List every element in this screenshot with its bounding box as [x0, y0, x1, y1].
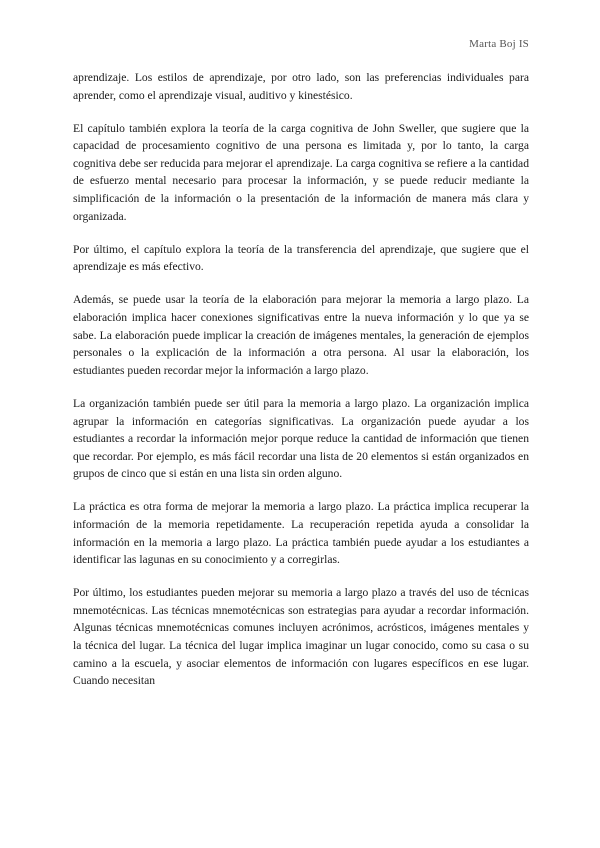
paragraph: La práctica es otra forma de mejorar la memoria a largo plazo. La práctica implica recuperar la información de la memoria repetidamente. La recuperación repetida ayuda a consolidar la información en la memoria a largo plazo. La práctica también puede ayudar a los estudiantes a identificar las lagunas en su conocimiento y a corregirlas.	[73, 500, 529, 567]
paragraph: El capítulo también explora la teoría de la carga cognitiva de John Sweller, que sugiere que la capacidad de procesamiento cognitivo de una persona es limitada y, por lo tanto, la carga cognitiva debe ser reducida para mejorar el aprendizaje. La carga cognitiva se refiere a la cantidad de esfuerzo mental necesario para procesar la información, y se puede reducir mediante la simplificación de la información o la presentación de la información de manera más clara y organizada.	[73, 121, 529, 223]
paragraph: aprendizaje. Los estilos de aprendizaje, por otro lado, son las preferencias individuales para aprender, como el aprendizaje visual, auditivo y kinestésico.	[73, 71, 529, 102]
paragraph: Además, se puede usar la teoría de la elaboración para mejorar la memoria a largo plazo. La elaboración implica hacer conexiones significativas entre la nueva información y lo que ya se sabe. La elaboración puede implicar la creación de imágenes mentales, la generación de ejemplos personales o la explicación de la información a otra persona. Al usar la elaboración, los estudiantes pueden recordar mejor la información a largo plazo.	[73, 293, 529, 377]
page-header-author: Marta Boj IS	[469, 38, 529, 50]
document-body	[73, 69, 529, 690]
paragraph: Por último, los estudiantes pueden mejorar su memoria a largo plazo a través del uso de técnicas mnemotécnicas. Las técnicas mnemotécnicas son estrategias para ayudar a recordar información. Algunas técnicas mnemotécnicas comunes incluyen acrónimos, acrósticos, imágenes mentales y la técnica del lugar. La técnica del lugar implica imaginar un lugar conocido, como su casa o su camino a la escuela, y asociar elementos de información con lugares específicos en ese lugar. Cuando necesitan	[73, 586, 529, 688]
paragraph: Por último, el capítulo explora la teoría de la transferencia del aprendizaje, que sugiere que el aprendizaje es más efectivo.	[73, 242, 529, 274]
paragraph: La organización también puede ser útil para la memoria a largo plazo. La organización implica agrupar la información en categorías significativas. La organización puede ayudar a los estudiantes a recordar la información mejor porque reduce la cantidad de información que tienen que recordar. Por ejemplo, es más fácil recordar una lista de 20 elementos si están organizados en grupos de cinco que si están en una lista sin orden alguno.	[73, 396, 529, 481]
